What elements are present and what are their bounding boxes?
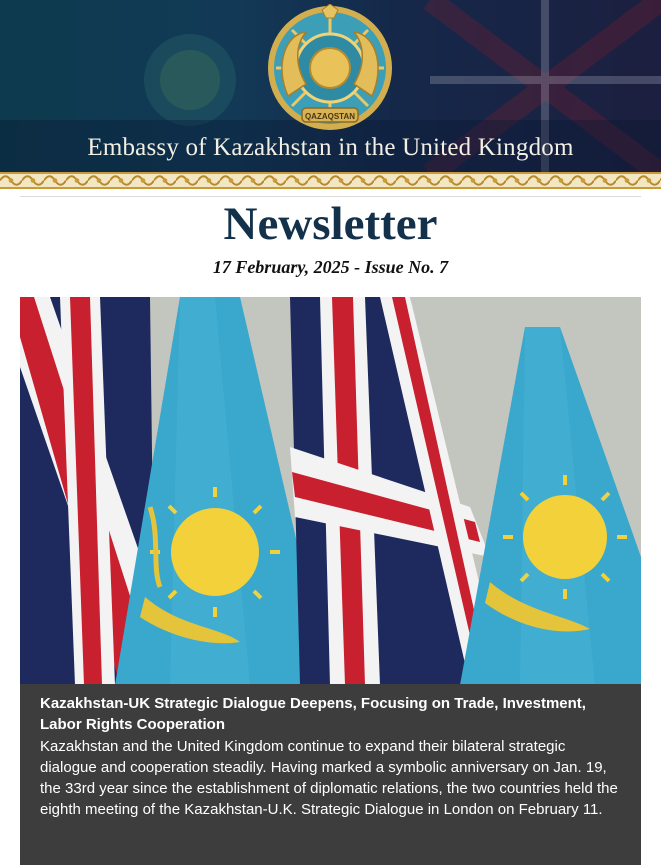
article-image[interactable]	[20, 297, 641, 685]
article-headline[interactable]: Kazakhstan-UK Strategic Dialogue Deepens, Focusing on Trade, Investment, Labor Rights Cooperation	[40, 695, 586, 733]
article-card[interactable]	[20, 684, 641, 865]
flags-photo	[20, 297, 641, 685]
article-summary: Kazakhstan and the United Kingdom continue to expand their bilateral strategic dialogue and cooperation steadily. Having marked a symbolic anniversary on Jan. 19, the 33rd year since the establishment of diplomatic relations, the two countries held the eighth meeting of the Kazakhstan-U.K. Strategic Dialogue in London on February 11.	[40, 738, 618, 818]
newsletter-title: Newsletter	[223, 198, 438, 250]
emblem-text: QAZAQSTAN	[304, 112, 356, 121]
issue-date-line: 17 February, 2025 - Issue No. 7	[212, 257, 449, 277]
ornament-border	[0, 172, 661, 189]
header-banner	[0, 0, 661, 174]
state-emblem	[266, 4, 394, 134]
embassy-title: Embassy of Kazakhstan in the United Kingdom	[87, 134, 574, 161]
